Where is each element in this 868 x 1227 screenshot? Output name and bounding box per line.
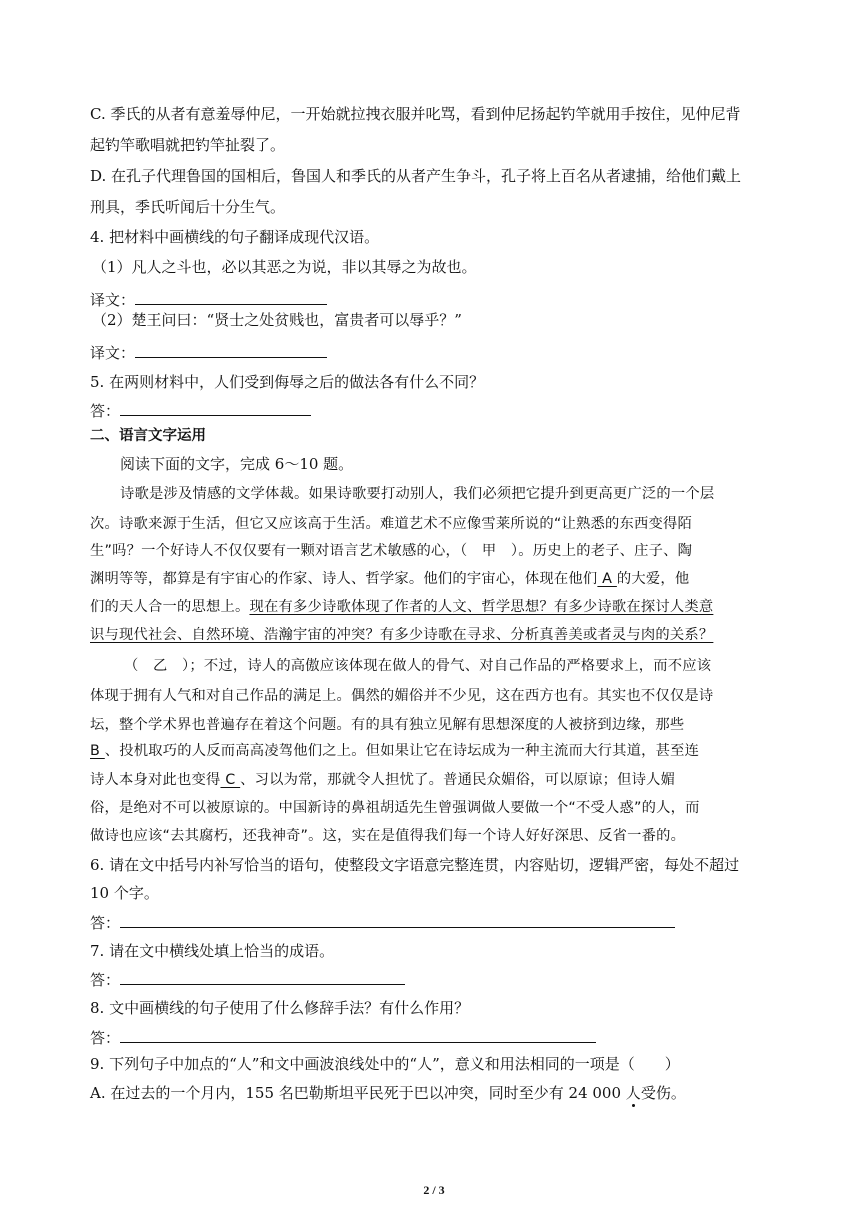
passage-line-10-text: 、投机取巧的人反而高高凌驾他们之上。但如果让它在诗坛成为一种主流而大行其道，甚至连 bbox=[104, 743, 700, 759]
passage-line-11-text: 诗人本身对此也变得 bbox=[90, 772, 221, 788]
blank-b[interactable]: B bbox=[90, 743, 105, 759]
passage-line-1: 诗歌是涉及情感的文学体裁。如果诗歌要打动别人，我们必须把它提升到更高更广泛的一个层 bbox=[120, 486, 715, 502]
q5-answer-row bbox=[90, 399, 311, 421]
underlined-sentence-part-1: 现在有多少诗歌体现了作者的人文、哲学思想？有多少诗歌在探讨人类意 bbox=[249, 599, 714, 615]
q6-answer-row bbox=[90, 911, 675, 933]
q4-stem: 4. 把材料中画横线的句子翻译成现代汉语。 bbox=[90, 228, 380, 246]
q6-answer-blank[interactable] bbox=[120, 911, 675, 928]
q6-stem-line2: 10 个字。 bbox=[90, 884, 159, 902]
passage-line-8: 体现于拥有人气和对自己作品的满足上。偶然的媚俗并不少见，这在西方也有。其实也不仅仅是诗 bbox=[90, 688, 714, 704]
passage-line-7: （ 乙 ）；不过，诗人的高傲应该体现在做人的骨气、对自己作品的严格要求上，而不应该 bbox=[124, 658, 712, 674]
q9-stem: 9. 下列句子中加点的“人”和文中画波浪线处中的“人”，意义和用法相同的一项是（ ） bbox=[90, 1055, 680, 1073]
page-number: 2 / 3 bbox=[423, 1183, 445, 1197]
passage-line-11-mid: 、习以为常， bbox=[240, 772, 328, 788]
blank-c[interactable]: C bbox=[220, 772, 241, 788]
q8-answer-blank[interactable] bbox=[120, 1026, 596, 1043]
q4-answer-row-1 bbox=[90, 288, 327, 310]
passage-line-2: 次。诗歌来源于生活，但它又应该高于生活。难道艺术不应像雪莱所说的“让熟悉的东西变得陌 bbox=[90, 516, 692, 532]
q9-option-a-tail: 受伤。 bbox=[640, 1084, 686, 1102]
q5-answer-label: 答： bbox=[90, 402, 121, 420]
passage-line-9: 坛，整个学术界也普遍存在着这个问题。有的具有独立见解有思想深度的人被挤到边缘，那些 bbox=[90, 717, 685, 733]
q6-answer-label: 答： bbox=[90, 914, 121, 932]
q7-answer-label: 答： bbox=[90, 971, 121, 989]
section-2-intro: 阅读下面的文字，完成 6～10 题。 bbox=[120, 455, 354, 473]
q3-option-d-line2: 刑具，季氏听闻后十分生气。 bbox=[90, 198, 286, 216]
passage-line-11 bbox=[90, 770, 675, 790]
passage-line-10 bbox=[90, 741, 699, 761]
section-2-title: 二、语言文字运用 bbox=[90, 428, 206, 444]
q7-answer-blank[interactable] bbox=[120, 968, 405, 985]
q8-answer-row bbox=[90, 1026, 596, 1048]
q4-sentence-2: （2）楚王问曰：“贤士之处贫贱也，富贵者可以辱乎？” bbox=[92, 311, 462, 329]
passage-line-12: 俗，是绝对不可以被原谅的。中国新诗的鼻祖胡适先生曾强调做人要做一个“不受人惑”的人，而 bbox=[90, 800, 700, 816]
passage-line-5-text: 们的天人合一的思想上。 bbox=[90, 599, 250, 615]
q7-answer-row bbox=[90, 968, 405, 990]
q6-stem-line1: 6. 请在文中括号内补写恰当的语句，使整段文字语意完整连贯，内容贴切，逻辑严密，每处不超过 bbox=[90, 856, 740, 874]
q8-stem: 8. 文中画横线的句子使用了什么修辞手法？有什么作用？ bbox=[90, 999, 470, 1017]
q3-option-d-line1: D. 在孔子代理鲁国的国相后，鲁国人和季氏的从者产生争斗，孔子将上百名从者逮捕，给他们戴上 bbox=[90, 167, 742, 185]
passage-line-5 bbox=[90, 597, 713, 617]
q5-answer-blank[interactable] bbox=[120, 399, 311, 416]
q5-stem: 5. 在两则材料中，人们受到侮辱之后的做法各有什么不同？ bbox=[90, 373, 485, 391]
q4-answer-row-2 bbox=[90, 341, 327, 363]
q4-answer-label-2: 译文： bbox=[90, 344, 136, 362]
blank-a[interactable]: A bbox=[597, 571, 617, 587]
q4-answer-label-1: 译文： bbox=[90, 291, 136, 309]
q3-option-c-line2: 起钓竿歌唱就把钓竿扯裂了。 bbox=[90, 136, 286, 154]
q7-stem: 7. 请在文中横线处填上恰当的成语。 bbox=[90, 942, 335, 960]
wavy-line-phrase: 那就令人担忧了。普通民众媚俗，可以原谅；但诗人媚 bbox=[327, 772, 676, 788]
passage-line-3: 生”吗？一个好诗人不仅仅要有一颗对语言艺术敏感的心，（ 甲 ）。历史上的老子、庄子、陶 bbox=[90, 543, 693, 559]
passage-line-4 bbox=[90, 569, 689, 589]
dotted-character: 人 bbox=[625, 1084, 641, 1102]
passage-line-4-text: 渊明等等，都算是有宇宙心的作家、诗人、哲学家。他们的宇宙心，体现在他们 bbox=[90, 571, 598, 587]
q9-option-a-text: A. 在过去的一个月内，155 名巴勒斯坦平民死于巴以冲突，同时至少有 24 000 bbox=[90, 1084, 626, 1102]
q4-answer-blank-2[interactable] bbox=[135, 341, 327, 358]
passage-line-13: 做诗也应该“去其腐朽，还我神奇”。这，实在是值得我们每一个诗人好好深思、反省一番的。 bbox=[90, 828, 686, 844]
q4-sentence-1: （1）凡人之斗也，必以其恶之为说，非以其辱之为故也。 bbox=[92, 258, 477, 276]
q4-answer-blank-1[interactable] bbox=[135, 288, 327, 305]
underlined-sentence-part-2: 识与现代社会、自然环境、浩瀚宇宙的冲突？有多少诗歌在寻求、分析真善美或者灵与肉的关系？ bbox=[90, 627, 714, 643]
q9-option-a bbox=[90, 1083, 686, 1103]
passage-line-4-tail: 的大爱，他 bbox=[616, 571, 690, 587]
q3-option-c-line1: C. 季氏的从者有意羞辱仲尼，一开始就拉拽衣服并叱骂，看到仲尼扬起钓竿就用手按住，见仲尼背 bbox=[90, 105, 741, 123]
q8-answer-label: 答： bbox=[90, 1029, 121, 1047]
